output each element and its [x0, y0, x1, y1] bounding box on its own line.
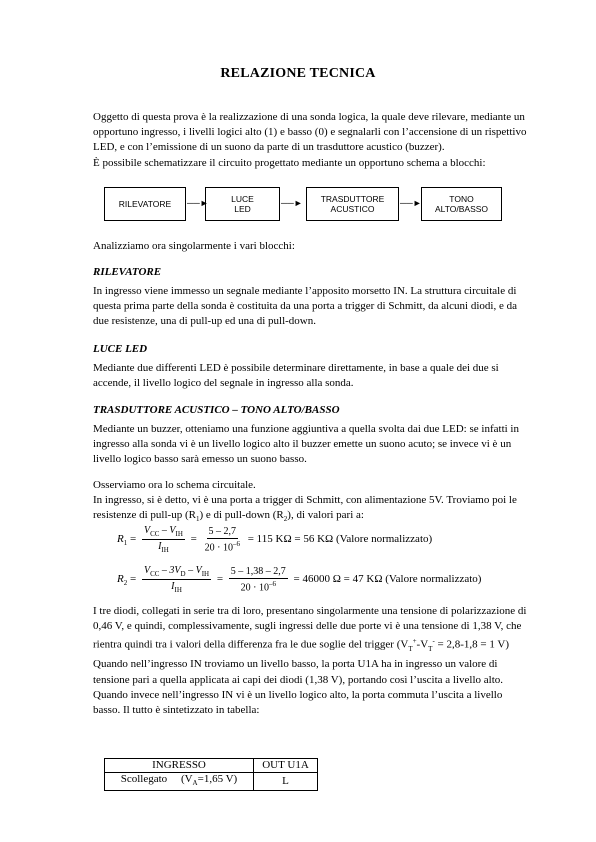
arrow-icon: ──► — [400, 198, 422, 208]
table-header-row — [105, 759, 318, 773]
diodi-paragraph: I tre diodi, collegati in serie tra di loro, presentano singolarmente una tensione di polarizzazione di 0,46 V, e quindi, complessivamente, sugli ingressi delle due porte vi è una tensione di 1,38 V, che rientra quindi tra i valori della differenza fra le due soglie del trigger ($V_T^+-V_T^- = 2,8-1,8 = 1$ V) Quando nell’ingresso IN troviamo un livello basso, la porta U1A ha in ingresso un valore di tensione pari a quella applicata ai capi dei diodi (1,38 V), portando così l’uscita a livello alto. Quando invece nell’ingresso IN vi è un livello logico alto, la porta commuta l’uscita a livello basso. Il tutto è sintetizzato in tabella: — [93, 605, 527, 717]
table-cell: L — [254, 773, 318, 791]
luce-paragraph: Mediante due differenti LED è possibile determinare direttamente, in base a quale dei due si accende, il livello logico del segnale in ingresso alla sonda. — [93, 362, 499, 390]
block-trasduttore: TRASDUTTORE ACUSTICO — [306, 187, 399, 221]
table-header-cell: OUT U1A — [254, 759, 318, 773]
arrow-icon: ──► — [187, 198, 209, 208]
table-header-cell: INGRESSO — [105, 759, 254, 773]
heading-trasduttore: TRASDUTTORE ACUSTICO – TONO ALTO/BASSO — [93, 404, 340, 416]
heading-rilevatore: RILEVATORE — [93, 266, 162, 278]
document-title: RELAZIONE TECNICA — [220, 66, 376, 81]
state-table — [104, 758, 318, 791]
block-tono: TONO ALTO/BASSO — [421, 187, 502, 221]
equation-r2: $R_2$ = $\frac{V_{CC} - 3V_D - V_{IH}}{I_{IH}}$ = $\frac{5 - 1,38 - 2,7}{20 \cdot 10^{-6}}$ = 46000 Ω = 47 KΩ (Valore normalizzato) — [117, 565, 482, 594]
heading-luce-led: LUCE LED — [93, 343, 148, 355]
analyze-line: Analizziamo ora singolarmente i vari blocchi: — [93, 240, 295, 252]
schema-paragraph: Osserviamo ora lo schema circuitale. In ingresso, si è detto, vi è una porta a trigger di Schmitt, con alimentazione 5V. Troviamo poi le resistenze di pull-up $(R_1)$ e di pull-down $(R_2)$, di valori pari a: — [93, 479, 517, 524]
table-cell: Scollegato ($V_A=1,65$ V) — [105, 773, 254, 791]
intro-paragraph: Oggetto di questa prova è la realizzazione di una sonda logica, la quale deve rilevare, mediante un opportuno ingresso, i livelli logici alto (1) e basso (0) e segnalarli con l’accensione di un rispettivo LED, e con l’emissione di un suono da parte di un trasduttore acustico (buzzer). È possibile schematizzare il circuito progettato mediante un opportuno schema a blocchi: — [93, 111, 527, 169]
block-rilevatore: RILEVATORE — [104, 187, 186, 221]
rilevatore-paragraph: In ingresso viene immesso un segnale mediante l’apposito morsetto IN. La struttura circuitale di questa prima parte della sonda è costituita da una porta a trigger di Schmitt, da alcuni diodi, e da due resistenze, una di pull-up ed una di pull-down. — [93, 285, 517, 328]
table-row — [105, 773, 318, 791]
equation-r1: $R_1$ = $\frac{V_{CC} - V_{IH}}{I_{IH}}$ = $\frac{5 - 2,7}{20 \cdot 10^{-6}}$ = 115 KΩ = 56 KΩ (Valore normalizzato) — [117, 525, 433, 554]
arrow-icon: ──► — [281, 198, 303, 208]
block-luce-led: LUCE LED — [205, 187, 280, 221]
trasduttore-paragraph: Mediante un buzzer, otteniamo una funzione aggiuntiva a quella svolta dai due LED: se infatti in ingresso alla sonda vi è un livello logico alto il buzzer emette un suono acuto; se invece vi è un livello logico basso sarà emesso un suono basso. — [93, 423, 519, 466]
